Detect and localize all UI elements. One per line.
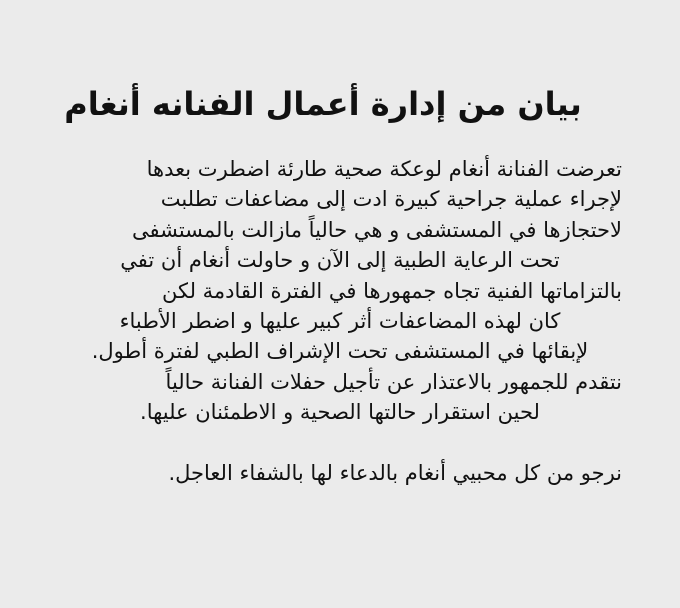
body-line: نتقدم للجمهور بالاعتذار عن تأجيل حفلات الفنانة حالياً (165, 369, 622, 394)
statement-body (40, 154, 640, 428)
body-line: بالتزاماتها الفنية تجاه جمهورها في الفترة القادمة لكن (162, 278, 622, 303)
body-line: تعرضت الفنانة أنغام لوعكة صحية طارئة اضطرت بعدها (146, 157, 622, 181)
body-line: كان لهذه المضاعفات أثر كبير عليها و اضطر الأطباء (119, 309, 561, 334)
closing-line: نرجو من كل محبيي أنغام بالدعاء لها بالشفاء العاجل. (168, 460, 622, 485)
body-line: لإجراء عملية جراحية كبيرة ادت إلى مضاعفات تطلبت (160, 187, 622, 212)
body-line: لحين استقرار حالتها الصحية و الاطمئنان عليها. (140, 400, 540, 425)
statement-title: بيان من إدارة أعمال الفنانه أنغام (64, 85, 582, 123)
statement-document (40, 80, 640, 488)
body-line: لإبقائها في المستشفى تحت الإشراف الطبي لفترة أطول. (91, 339, 589, 364)
body-line: تحت الرعاية الطبية إلى الآن و حاولت أنغام أن تفي (120, 248, 560, 273)
body-line: لاحتجازها في المستشفى و هي حالياً مازالت بالمستشفى (131, 217, 622, 242)
